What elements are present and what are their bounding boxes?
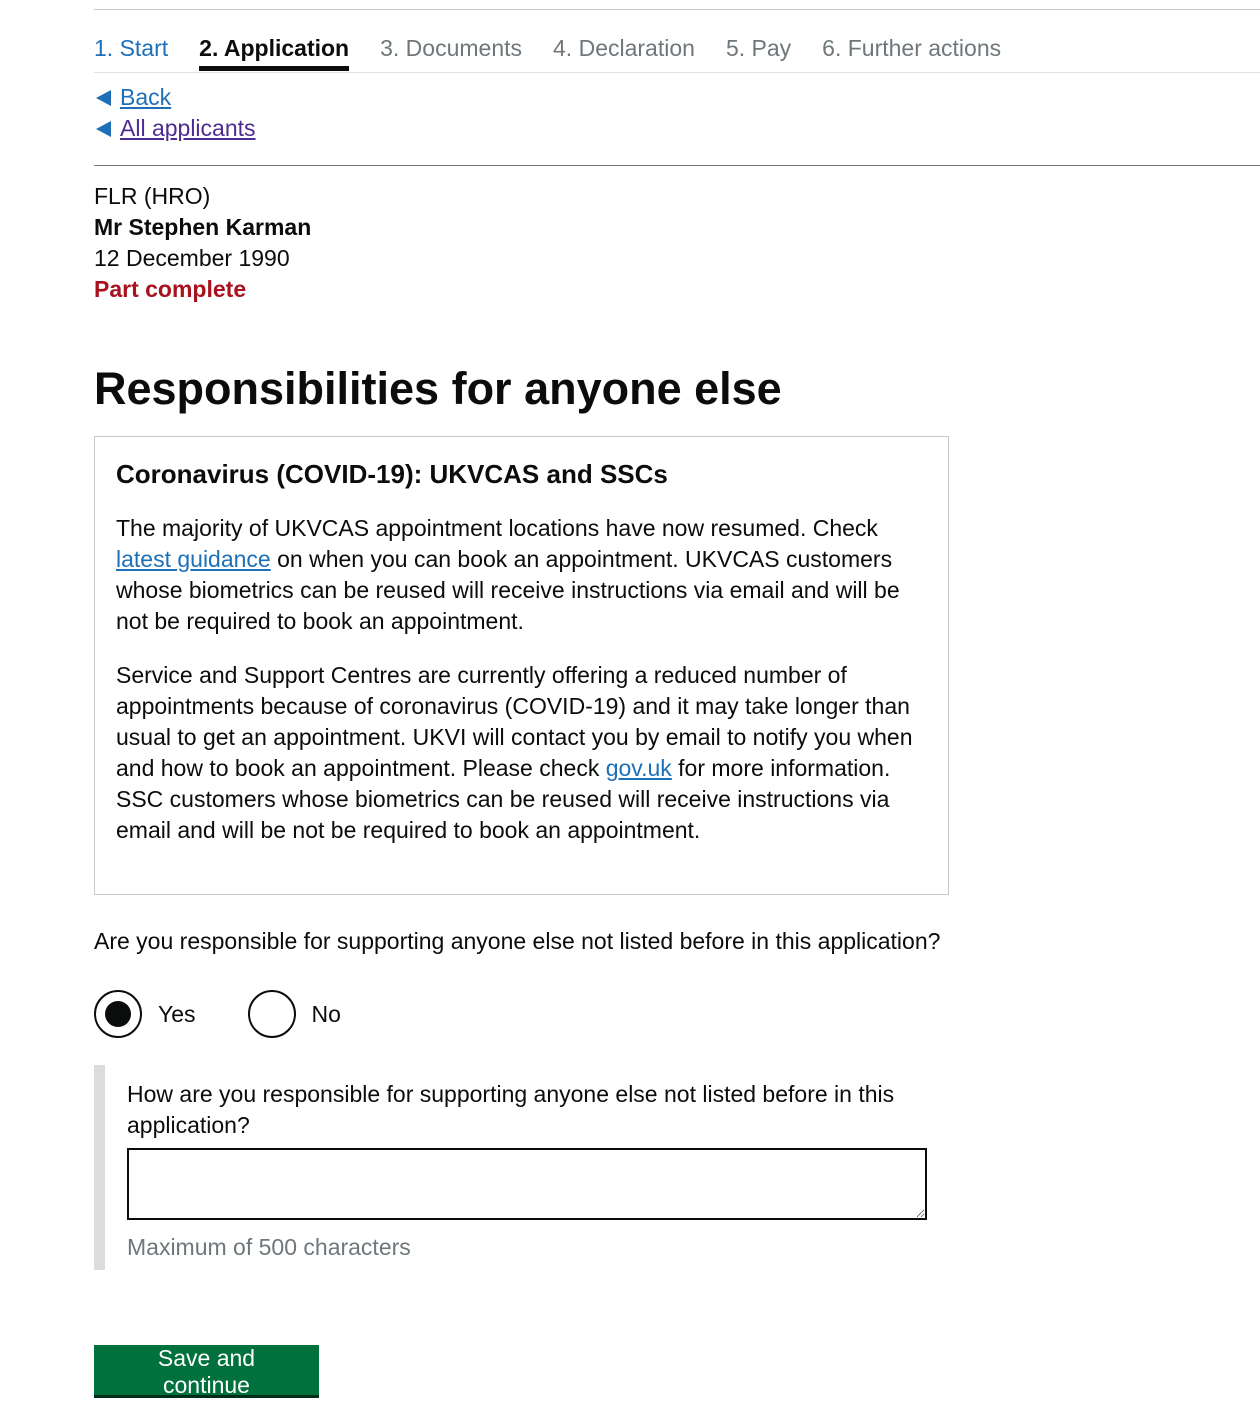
character-limit-hint: Maximum of 500 characters xyxy=(127,1234,411,1260)
notice-heading: Coronavirus (COVID-19): UKVCAS and SSCs xyxy=(116,459,668,489)
back-link-label: Back xyxy=(120,84,172,110)
section-divider xyxy=(94,165,1260,166)
applicant-name: Mr Stephen Karman xyxy=(94,214,312,240)
save-and-continue-button[interactable]: Save and continue xyxy=(94,1345,319,1395)
covid-notice xyxy=(94,436,949,895)
step-further-actions: 6. Further actions xyxy=(822,35,1002,61)
radio-yes[interactable] xyxy=(94,990,196,1038)
notice-paragraph-1: The majority of UKVCAS appointment locations have now resumed. Check latest guidance on when you can book an appointment. UKVCAS customers whose biometrics can be reused will receive instructions via email and will be not be required to book an appointment. xyxy=(116,515,900,634)
application-type: FLR (HRO) xyxy=(94,183,211,209)
step-documents: 3. Documents xyxy=(380,35,523,61)
back-links xyxy=(94,82,256,144)
responsibility-details-textarea[interactable] xyxy=(127,1148,927,1220)
triangle-left-icon xyxy=(96,90,111,106)
conditional-reveal xyxy=(94,1065,954,1270)
applicant-dob: 12 December 1990 xyxy=(94,245,290,271)
progress-steps xyxy=(94,30,1260,71)
step-application: 2. Application xyxy=(199,30,349,71)
all-applicants-link[interactable] xyxy=(94,113,256,144)
radio-checked-icon[interactable] xyxy=(94,990,142,1038)
responsibility-radio-group xyxy=(94,990,341,1038)
status-badge: Part complete xyxy=(94,276,247,302)
followup-label: How are you responsible for supporting anyone else not listed before in this application? xyxy=(127,1081,895,1138)
radio-unchecked-icon[interactable] xyxy=(248,990,296,1038)
back-link[interactable] xyxy=(94,82,256,113)
step-start[interactable]: 1. Start xyxy=(94,35,169,61)
radio-no[interactable] xyxy=(248,990,341,1038)
radio-no-label[interactable]: No xyxy=(311,1000,341,1027)
notice-paragraph-2: Service and Support Centres are currently offering a reduced number of appointments because of coronavirus (COVID-19) and it may take longer than usual to get an appointment. UKVI will contact you by email to notify you when and how to book an appointment. Please check gov.uk for more information. SSC customers whose biometrics can be reused will receive instructions via email and will be not be required to book an appointment. xyxy=(116,662,913,843)
page-title: Responsibilities for anyone else xyxy=(94,363,782,414)
applicant-summary xyxy=(94,181,311,305)
question-label: Are you responsible for supporting anyone else not listed before in this application? xyxy=(94,928,941,954)
all-applicants-label: All applicants xyxy=(120,115,256,141)
radio-yes-label[interactable]: Yes xyxy=(158,1000,196,1027)
latest-guidance-link[interactable]: latest guidance xyxy=(116,546,271,572)
triangle-left-icon xyxy=(96,121,111,137)
steps-divider xyxy=(94,72,1260,73)
step-declaration: 4. Declaration xyxy=(553,35,695,61)
gov-uk-link[interactable]: gov.uk xyxy=(605,755,672,781)
step-pay: 5. Pay xyxy=(725,35,792,61)
top-divider xyxy=(94,9,1260,10)
